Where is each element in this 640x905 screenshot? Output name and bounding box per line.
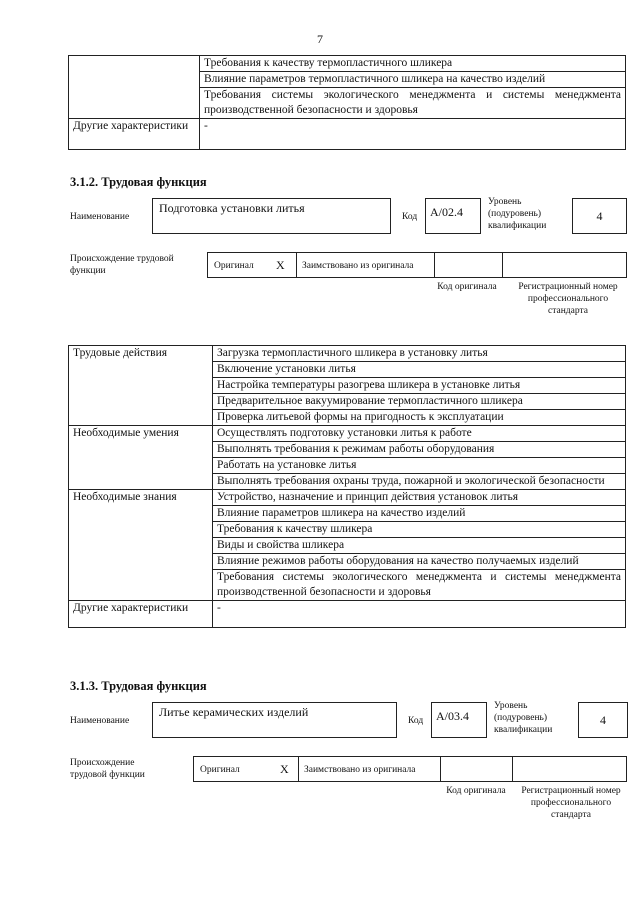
function-name: Литье керамических изделий <box>152 702 397 738</box>
action-item: Предварительное вакуумирование термопластичного шликера <box>213 394 626 410</box>
actions-label: Трудовые действия <box>69 346 213 426</box>
original-label: Оригинал <box>214 261 254 271</box>
divider <box>440 757 441 781</box>
knowledge-item: Устройство, назначение и принцип действия установок литья <box>213 490 626 506</box>
code-label: Код <box>402 212 418 222</box>
divider <box>296 253 297 277</box>
other-characteristics-value: - <box>213 601 626 628</box>
knowledge-label: Необходимые знания <box>69 490 213 601</box>
action-item: Настройка температуры разогрева шликера в установке литья <box>213 378 626 394</box>
empty-label-cell <box>69 56 200 119</box>
skills-label: Необходимые умения <box>69 426 213 490</box>
continuation-table <box>68 55 626 150</box>
origin-label: Происхождение трудовой функции <box>70 254 174 276</box>
code-original-label: Код оригинала <box>437 282 497 292</box>
reg-number-label: Регистрационный номер профессионального стандарта <box>518 282 618 316</box>
code-label: Код <box>408 716 424 726</box>
knowledge-item: Влияние параметров шликера на качество изделий <box>213 506 626 522</box>
level-label: Уровень (подуровень) квалификации <box>488 197 547 231</box>
section-title: 3.1.3. Трудовая функция <box>70 679 207 693</box>
function-code: А/02.4 <box>425 198 481 234</box>
reg-number-label: Регистрационный номер профессионального стандарта <box>521 786 621 820</box>
skill-item: Выполнять требования к режимам работы оборудования <box>213 442 626 458</box>
knowledge-item: Требования к качеству шликера <box>213 522 626 538</box>
section-title: 3.1.2. Трудовая функция <box>70 175 207 189</box>
origin-label: Происхождение трудовой функции <box>70 758 145 780</box>
divider <box>434 253 435 277</box>
knowledge-item: Влияние параметров термопластичного шликера на качество изделий <box>200 72 626 88</box>
knowledge-item: Требования системы экологического менеджмента и системы менеджмента производственной безопасности и здоровья <box>200 88 626 119</box>
level-value: 4 <box>572 198 627 234</box>
skill-item: Осуществлять подготовку установки литья к работе <box>213 426 626 442</box>
function-name: Подготовка установки литья <box>152 198 391 234</box>
other-characteristics-label: Другие характеристики <box>69 601 213 628</box>
name-label: Наименование <box>70 212 130 222</box>
original-mark: X <box>276 258 285 272</box>
other-characteristics-label: Другие характеристики <box>69 119 200 150</box>
divider <box>298 757 299 781</box>
knowledge-item: Влияние режимов работы оборудования на качество получаемых изделий <box>213 554 626 570</box>
origin-box <box>207 252 627 278</box>
skill-item: Работать на установке литья <box>213 458 626 474</box>
borrowed-label: Заимствовано из оригинала <box>302 261 414 271</box>
original-label: Оригинал <box>200 765 240 775</box>
divider <box>512 757 513 781</box>
knowledge-item: Требования системы экологического менеджмента и системы менеджмента производственной безопасности и здоровья <box>213 570 626 601</box>
knowledge-item: Виды и свойства шликера <box>213 538 626 554</box>
action-item: Загрузка термопластичного шликера в установку литья <box>213 346 626 362</box>
divider <box>502 253 503 277</box>
origin-box <box>193 756 627 782</box>
level-value: 4 <box>578 702 628 738</box>
other-characteristics-value: - <box>200 119 626 150</box>
function-code: А/03.4 <box>431 702 487 738</box>
skill-item: Выполнять требования охраны труда, пожарной и экологической безопасности <box>213 474 626 490</box>
action-item: Проверка литьевой формы на пригодность к эксплуатации <box>213 410 626 426</box>
knowledge-item: Требования к качеству термопластичного шликера <box>200 56 626 72</box>
level-label: Уровень (подуровень) квалификации <box>494 701 553 735</box>
name-label: Наименование <box>70 716 130 726</box>
borrowed-label: Заимствовано из оригинала <box>304 765 416 775</box>
action-item: Включение установки литья <box>213 362 626 378</box>
page-number: 7 <box>317 32 323 46</box>
function-table <box>68 345 626 628</box>
code-original-label: Код оригинала <box>446 786 506 796</box>
original-mark: X <box>280 762 289 776</box>
